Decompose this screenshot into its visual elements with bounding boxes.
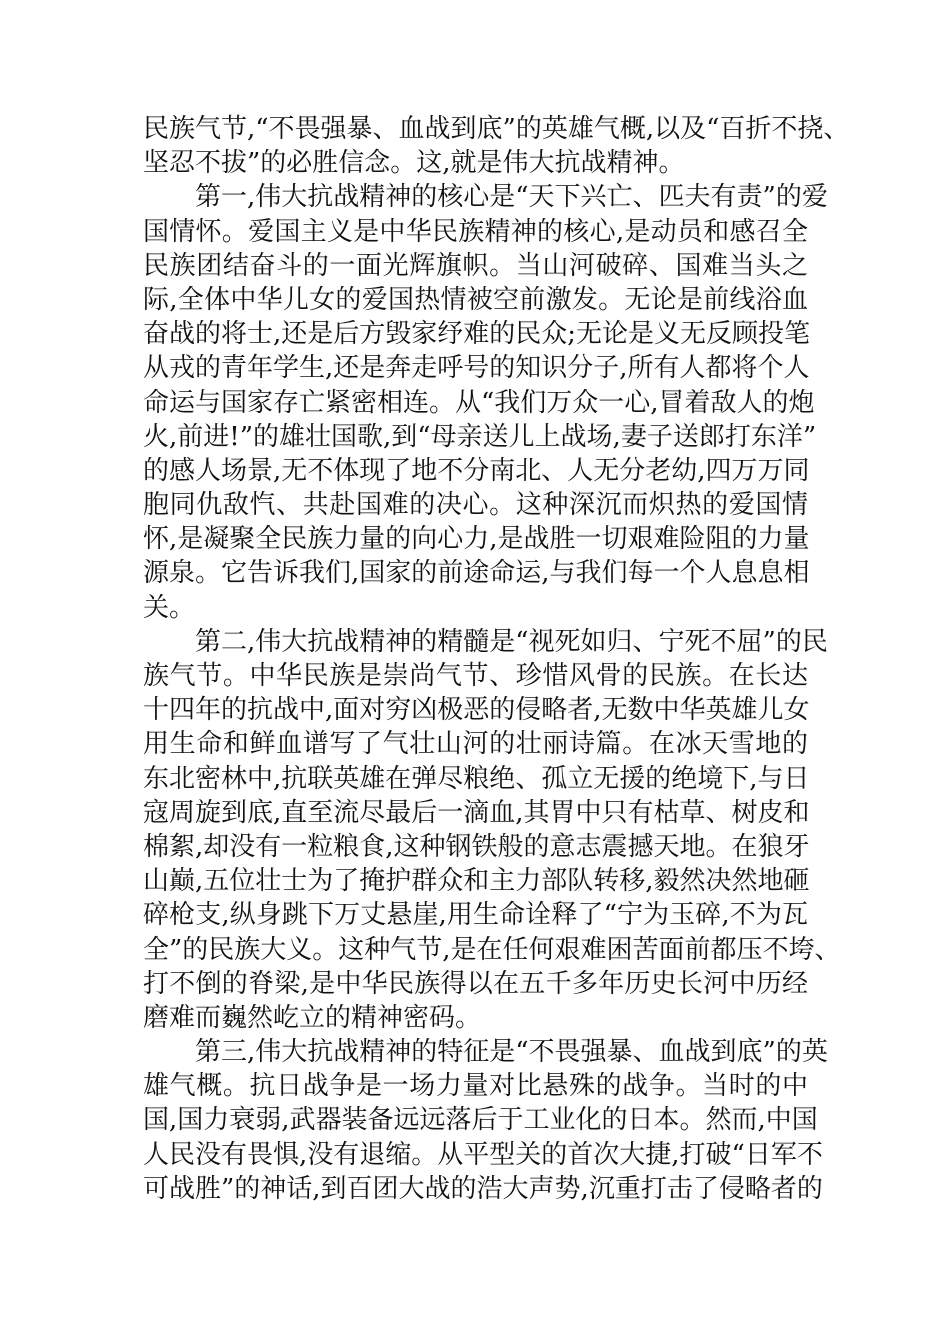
text-line: 国,国力衰弱,武器装备远远落后于工业化的日本。然而,中国: [143, 1105, 818, 1136]
text-line: 全”的民族大义。这种气节,是在任何艰难困苦面前都压不垮、: [143, 934, 841, 965]
text-line: 打不倒的脊梁,是中华民族得以在五千多年历史长河中历经: [143, 968, 808, 999]
text-line: 从戎的青年学生,还是奔走呼号的知识分子,所有人都将个人: [143, 353, 810, 384]
paragraph-first-line: 第一,伟大抗战精神的核心是“天下兴亡、匹夫有责”的爱: [195, 182, 828, 213]
text-line: 人民没有畏惧,没有退缩。从平型关的首次大捷,打破“日军不: [143, 1139, 823, 1170]
text-line: 国情怀。爱国主义是中华民族精神的核心,是动员和感召全: [143, 216, 808, 247]
text-line: 东北密林中,抗联英雄在弹尽粮绝、孤立无援的绝境下,与日: [143, 763, 810, 794]
text-line: 源泉。它告诉我们,国家的前途命运,与我们每一个人息息相: [143, 558, 810, 589]
paragraph-first-line: 第二,伟大抗战精神的精髓是“视死如归、宁死不屈”的民: [195, 626, 828, 657]
text-line: 山巅,五位壮士为了掩护群众和主力部队转移,毅然决然地砸: [143, 866, 810, 897]
paragraph-first-line: 第三,伟大抗战精神的特征是“不畏强暴、血战到底”的英: [195, 1037, 828, 1068]
text-line: 关。: [143, 592, 196, 623]
text-line: 坚忍不拔”的必胜信念。这,就是伟大抗战精神。: [143, 148, 685, 179]
text-line: 胞同仇敌忾、共赴国难的决心。这种深沉而炽热的爱国情: [143, 490, 808, 521]
text-line: 火,前进!”的雄壮国歌,到“母亲送儿上战场,妻子送郎打东洋”: [143, 421, 817, 452]
text-line: 际,全体中华儿女的爱国热情被空前激发。无论是前线浴血: [143, 284, 808, 315]
text-line: 命运与国家存亡紧密相连。从“我们万众一心,冒着敌人的炮: [143, 387, 815, 418]
text-line: 的感人场景,无不体现了地不分南北、人无分老幼,四万万同: [143, 455, 810, 486]
text-line: 用生命和鲜血谱写了气壮山河的壮丽诗篇。在冰天雪地的: [143, 729, 808, 760]
text-line: 奋战的将士,还是后方毁家纾难的民众;无论是义无反顾投笔: [143, 319, 811, 350]
text-line: 棉絮,却没有一粒粮食,这种钢铁般的意志震撼天地。在狼牙: [143, 831, 810, 862]
text-line: 雄气概。抗日战争是一场力量对比悬殊的战争。当时的中: [143, 1071, 808, 1102]
text-line: 寇周旋到底,直至流尽最后一滴血,其胃中只有枯草、树皮和: [143, 797, 810, 828]
text-line: 磨难而巍然屹立的精神密码。: [143, 1002, 482, 1033]
text-line: 族气节。中华民族是崇尚气节、珍惜风骨的民族。在长达: [143, 661, 808, 691]
text-line: 民族团结奋斗的一面光辉旗帜。当山河破碎、国难当头之: [143, 250, 808, 281]
text-line: 怀,是凝聚全民族力量的向心力,是战胜一切艰难险阻的力量: [143, 524, 810, 555]
text-line: 可战胜”的神话,到百团大战的浩大声势,沉重打击了侵略者的: [143, 1173, 823, 1204]
text-line: 碎枪支,纵身跳下万丈悬崖,用生命诠释了“宁为玉碎,不为瓦: [143, 900, 808, 931]
document-page: [143, 112, 850, 1206]
text-line: 民族气节,“不畏强暴、血战到底”的英雄气概,以及“百折不挠、: [143, 114, 850, 144]
text-line: 十四年的抗战中,面对穷凶极恶的侵略者,无数中华英雄儿女: [143, 695, 810, 726]
